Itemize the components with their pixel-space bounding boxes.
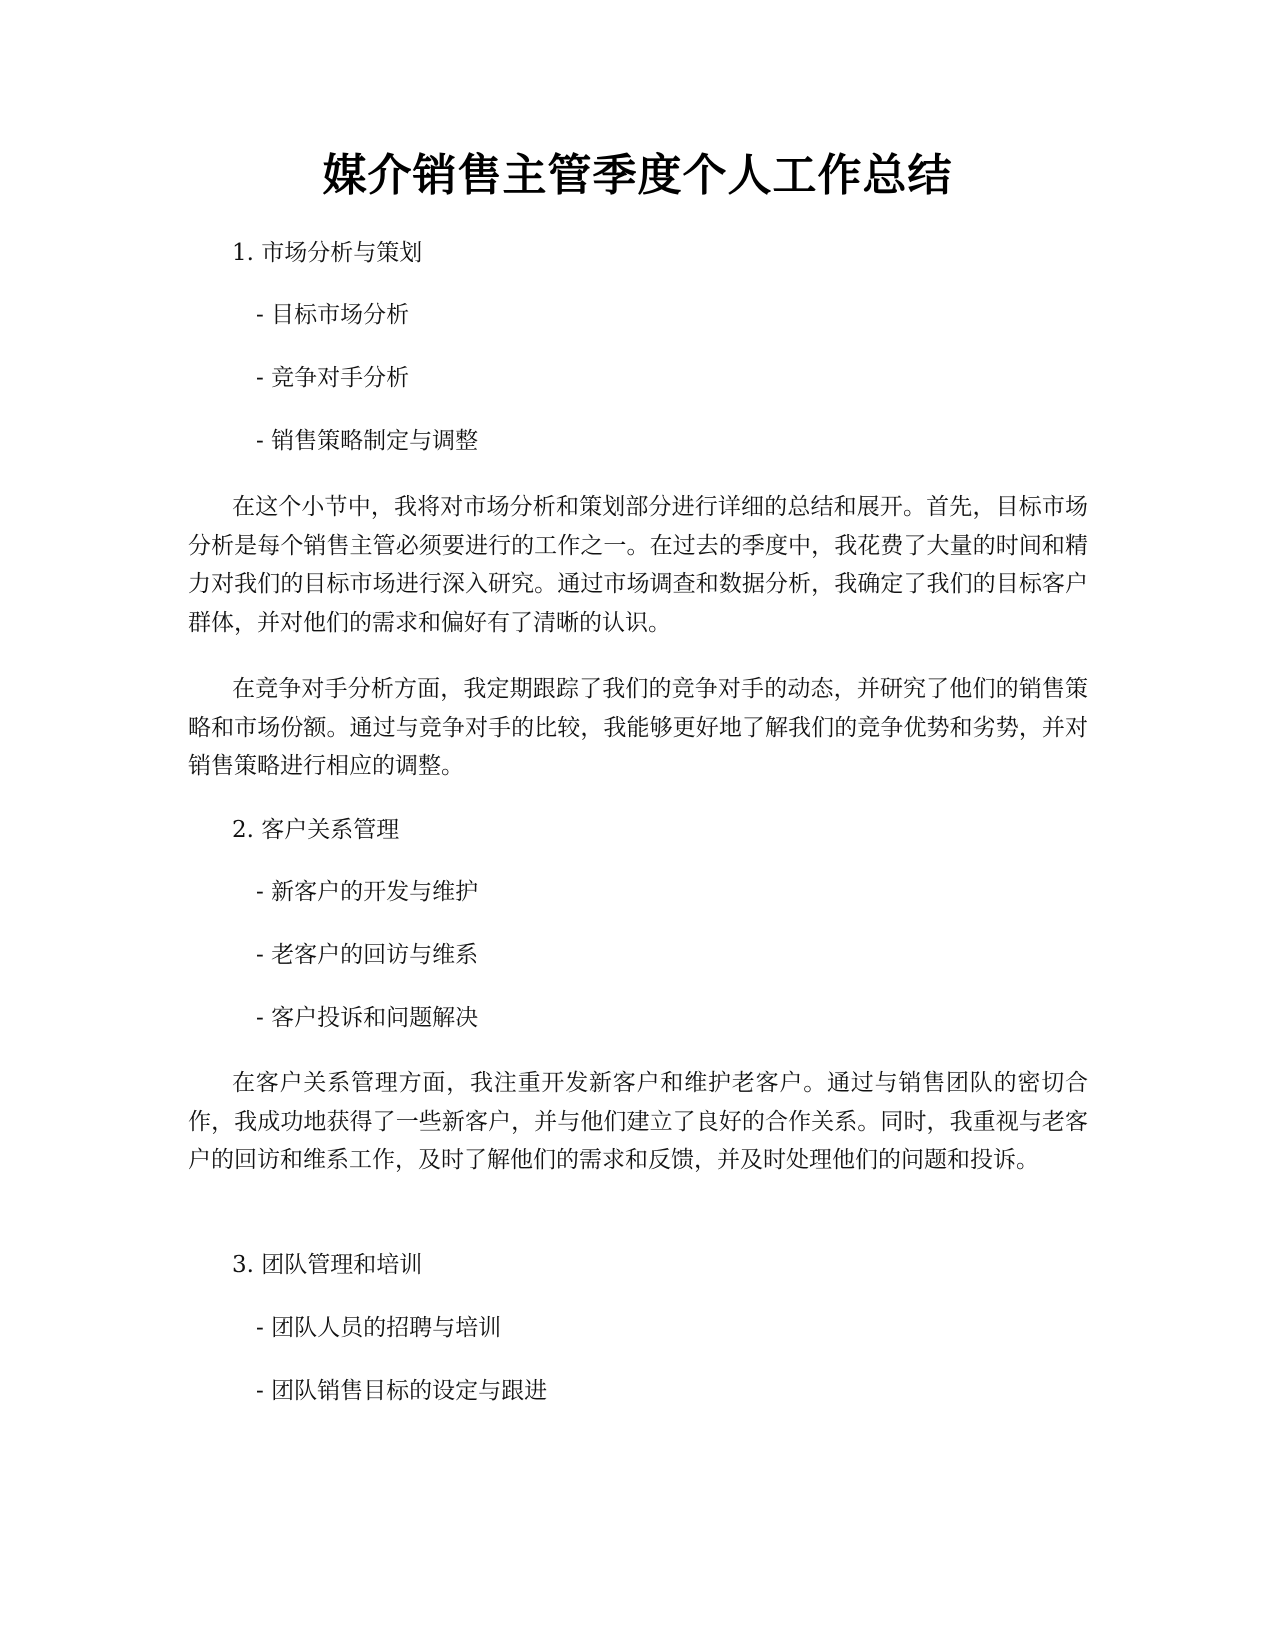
bullet-item: - 销售策略制定与调整 bbox=[256, 428, 479, 454]
section-heading-1: 1. 市场分析与策划 bbox=[232, 240, 423, 266]
body-paragraph: 在竞争对手分析方面，我定期跟踪了我们的竞争对手的动态，并研究了他们的销售策略和市场份额。通过与竞争对手的比较，我能够更好地了解我们的竞争优势和劣势，并对销售策略进行相应的调整。 bbox=[188, 676, 1088, 779]
bullet-item: - 团队人员的招聘与培训 bbox=[256, 1315, 502, 1341]
body-paragraph: 在这个小节中，我将对市场分析和策划部分进行详细的总结和展开。首先，目标市场分析是每个销售主管必须要进行的工作之一。在过去的季度中，我花费了大量的时间和精力对我们的目标市场进行深入研究。通过市场调查和数据分析，我确定了我们的目标客户群体，并对他们的需求和偏好有了清晰的认识。 bbox=[188, 494, 1088, 636]
bullet-item: - 客户投诉和问题解决 bbox=[256, 1005, 479, 1031]
bullet-item: - 目标市场分析 bbox=[256, 302, 410, 328]
document-title: 媒介销售主管季度个人工作总结 bbox=[322, 150, 953, 201]
bullet-item: - 团队销售目标的设定与跟进 bbox=[256, 1378, 548, 1404]
body-paragraph: 在客户关系管理方面，我注重开发新客户和维护老客户。通过与销售团队的密切合作，我成功地获得了一些新客户，并与他们建立了良好的合作关系。同时，我重视与老客户的回访和维系工作，及时了解他们的需求和反馈，并及时处理他们的问题和投诉。 bbox=[188, 1070, 1088, 1173]
section-heading-2: 2. 客户关系管理 bbox=[232, 817, 400, 843]
section-heading-3: 3. 团队管理和培训 bbox=[232, 1252, 423, 1278]
bullet-item: - 竞争对手分析 bbox=[256, 365, 410, 391]
bullet-item: - 新客户的开发与维护 bbox=[256, 879, 479, 905]
bullet-item: - 老客户的回访与维系 bbox=[256, 942, 479, 968]
